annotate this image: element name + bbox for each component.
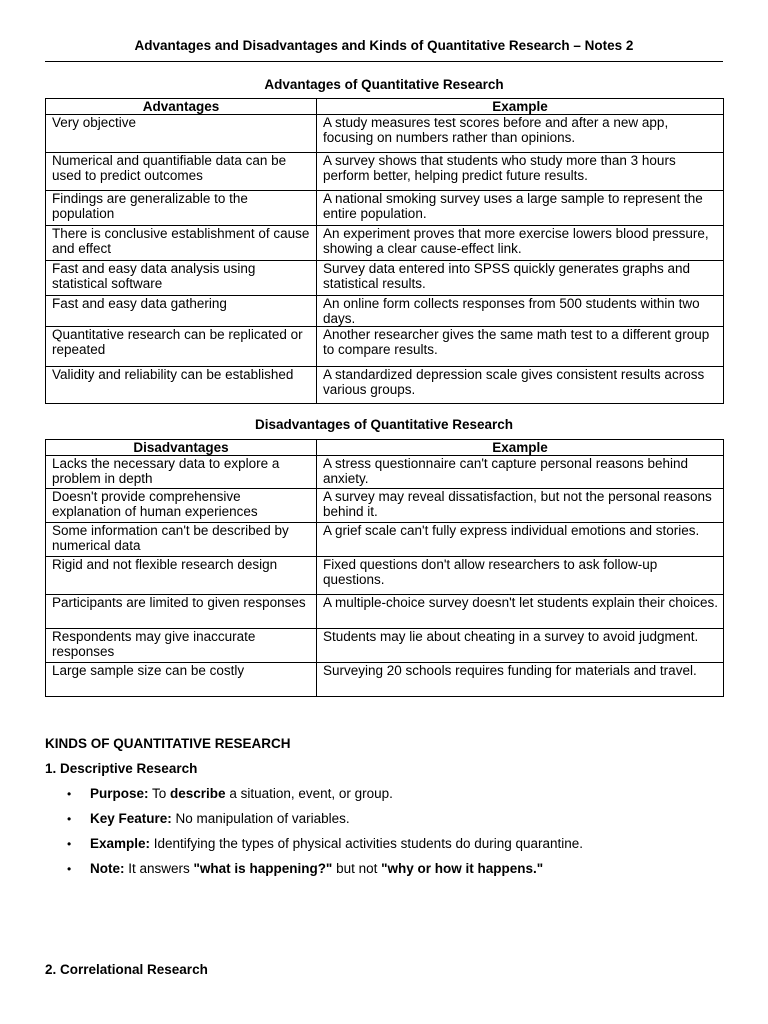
example-label: Example: [90,836,151,851]
purpose-text: To [148,786,171,801]
disadvantages-column-header: Disadvantages [46,440,317,456]
disadvantage-cell: Lacks the necessary data to explore a problem in depth [46,456,317,489]
example-cell: A multiple-choice survey doesn't let students explain their choices. [317,595,724,629]
example-cell: A survey may reveal dissatisfaction, but not the personal reasons behind it. [317,489,724,523]
note-emphasis: "why or how it happens." [381,861,544,876]
table-row [46,595,724,629]
disadvantages-header-row [46,440,724,456]
header-divider [45,61,723,62]
purpose-label: Purpose: [90,786,149,801]
note-text: It answers [124,861,194,876]
purpose-emphasis: describe [170,786,226,801]
advantages-table-title: Advantages of Quantitative Research [264,77,504,92]
advantage-cell: Fast and easy data gathering [46,296,317,327]
list-item [45,811,723,836]
example-column-header: Example [317,99,724,115]
table-row [46,327,724,367]
advantage-cell: There is conclusive establishment of cause and effect [46,226,317,261]
table-row [46,261,724,296]
example-cell: A grief scale can't fully express individual emotions and stories. [317,523,724,557]
example-cell: Surveying 20 schools requires funding for materials and travel. [317,663,724,697]
table-row [46,191,724,226]
descriptive-research-heading: 1. Descriptive Research [45,761,198,776]
advantages-header-row [46,99,724,115]
table-row [46,557,724,595]
table-row [46,296,724,327]
example-text: Identifying the types of physical activities students do during quarantine. [150,836,584,851]
table-row [46,489,724,523]
descriptive-bullet-list [45,786,723,886]
advantage-cell: Quantitative research can be replicated or repeated [46,327,317,367]
advantages-table [45,98,724,404]
disadvantage-cell: Respondents may give inaccurate responses [46,629,317,663]
list-item [45,836,723,861]
advantage-cell: Very objective [46,115,317,153]
list-item [45,786,723,811]
example-cell: A national smoking survey uses a large sample to represent the entire population. [317,191,724,226]
example-column-header: Example [317,440,724,456]
key-feature-text: No manipulation of variables. [171,811,350,826]
kinds-heading: KINDS OF QUANTITATIVE RESEARCH [45,736,291,751]
note-label: Note: [90,861,125,876]
example-cell: A survey shows that students who study more than 3 hours perform better, helping predict future results. [317,153,724,191]
correlational-research-heading: 2. Correlational Research [45,962,208,977]
table-row [46,153,724,191]
key-feature-label: Key Feature: [90,811,172,826]
bullet-icon: • [67,837,72,851]
table-row [46,663,724,697]
example-cell: A study measures test scores before and after a new app, focusing on numbers rather than opinions. [317,115,724,153]
note-emphasis: "what is happening?" [193,861,333,876]
advantage-cell: Validity and reliability can be established [46,367,317,404]
bullet-icon: • [67,787,72,801]
bullet-icon: • [67,812,72,826]
example-cell: Students may lie about cheating in a survey to avoid judgment. [317,629,724,663]
advantages-column-header: Advantages [46,99,317,115]
disadvantage-cell: Participants are limited to given responses [46,595,317,629]
table-row [46,367,724,404]
advantage-cell: Findings are generalizable to the population [46,191,317,226]
table-row [46,629,724,663]
disadvantage-cell: Rigid and not flexible research design [46,557,317,595]
table-row [46,456,724,489]
disadvantage-cell: Doesn't provide comprehensive explanation of human experiences [46,489,317,523]
page-title: Advantages and Disadvantages and Kinds of Quantitative Research – Notes 2 [134,38,634,53]
bullet-icon: • [67,862,72,876]
table-row [46,523,724,557]
example-cell: An experiment proves that more exercise lowers blood pressure, showing a clear cause-effect link. [317,226,724,261]
disadvantage-cell: Some information can't be described by numerical data [46,523,317,557]
example-cell: Survey data entered into SPSS quickly generates graphs and statistical results. [317,261,724,296]
list-item [45,861,723,886]
advantage-cell: Numerical and quantifiable data can be used to predict outcomes [46,153,317,191]
advantage-cell: Fast and easy data analysis using statistical software [46,261,317,296]
table-row [46,115,724,153]
disadvantages-table [45,439,724,697]
note-text: but not [332,861,382,876]
disadvantages-table-title: Disadvantages of Quantitative Research [254,417,514,432]
table-row [46,226,724,261]
example-cell: A stress questionnaire can't capture personal reasons behind anxiety. [317,456,724,489]
example-cell: Another researcher gives the same math test to a different group to compare results. [317,327,724,367]
purpose-text: a situation, event, or group. [225,786,393,801]
example-cell: An online form collects responses from 500 students within two days. [317,296,724,327]
example-cell: A standardized depression scale gives consistent results across various groups. [317,367,724,404]
example-cell: Fixed questions don't allow researchers to ask follow-up questions. [317,557,724,595]
disadvantage-cell: Large sample size can be costly [46,663,317,697]
